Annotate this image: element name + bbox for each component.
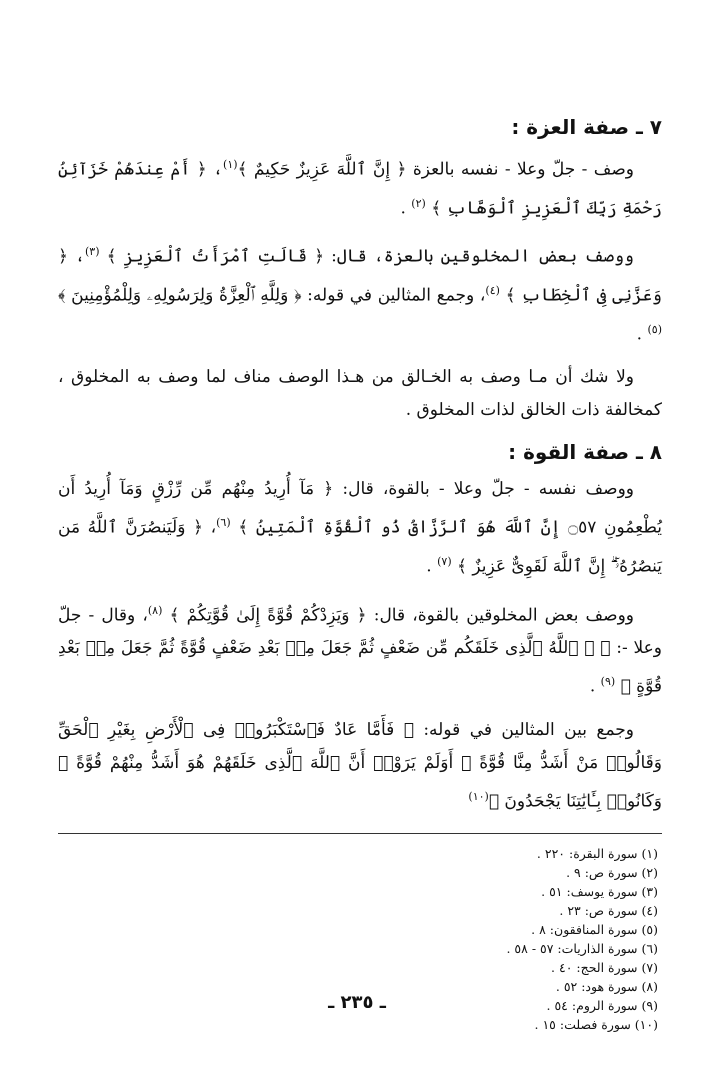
page-number: ـ ٢٣٥ ـ (328, 992, 386, 1013)
footnote-ref: (٦) (216, 516, 231, 530)
footnote-ref: (٩) (600, 675, 616, 689)
section-8-paragraph-1 (58, 473, 662, 583)
section-8-heading: ٨ ـ صفة القوة : (508, 440, 662, 465)
footnote-item: (٤) سورة ص: ٢٣ . (559, 902, 658, 918)
footnote-item: (٥) سورة المنافقون: ٨ . (531, 921, 658, 937)
text: . (589, 676, 596, 697)
text: ، وجمع المثالين في قوله: ﴿ وَلِلَّهِ ٱلْعِزَّةُ وَلِرَسُولِهِۦ وَلِلْمُؤْمِنِينَ ﴾ (58, 285, 486, 306)
text: ووصف بعض المخلوقين بالعزة، قال: ﴿ قَالَتِ ٱمْرَأَتُ ٱلْعَزِيزِ ﴾ (106, 246, 634, 267)
section-8-paragraph-2 (58, 594, 662, 704)
footnote-ref: (٥) (647, 322, 662, 336)
footnote-ref: (٣) (84, 245, 100, 259)
section-7-paragraph-1 (58, 148, 662, 225)
footnote-item: (٩) سورة الروم: ٥٤ . (546, 997, 658, 1013)
footnote-item: (٣) سورة يوسف: ٥١ . (541, 883, 658, 899)
page-body (58, 112, 662, 1034)
footnote-ref: (٤) (485, 283, 500, 297)
footnote-ref: (٢) (411, 196, 426, 210)
section-8-paragraph-3 (58, 714, 662, 819)
section-7-heading: ٧ ـ صفة العزة : (511, 115, 662, 139)
footnote-ref: (١٠) (468, 789, 489, 803)
text: ، ﴿ وَعَزَّنِى فِى ٱلْخِطَابِ ﴾ (58, 246, 662, 306)
text: ، ﴿ وَلَيَنصُرَنَّ ٱللَّهُ مَن يَنصُرُهُۥٓ ۗ إِنَّ ٱللَّهَ لَقَوِىٌّ عَزِيزٌ ﴾ (58, 517, 662, 577)
footnote-item: (٨) سورة هود: ٥٢ . (555, 978, 658, 994)
footnote-divider (58, 833, 662, 834)
text: . (636, 324, 643, 345)
text: . (400, 198, 406, 219)
text: وصف - جلّ وعلا - نفسه بالعزة ﴿ إِنَّ ٱللَّهَ عَزِيزٌ حَكِيمٌ ﴾ (237, 159, 634, 180)
text: ، ﴿ أَمْ عِندَهُمْ خَزَآئِنُ رَحْمَةِ رَبِّكَ ٱلْعَزِيزِ ٱلْوَهَّابِ ﴾ (58, 159, 662, 219)
text: ووصف بعض المخلوقين بالقوة، قال: ﴿ وَيَزِدْكُمْ قُوَّةً إِلَىٰ قُوَّتِكُمْ ﴾ (169, 605, 634, 626)
footnote-ref: (٧) (437, 554, 452, 568)
footnote-item: (١٠) سورة فصلت: ١٥ . (534, 1016, 658, 1032)
text: وجمع بين المثالين في قوله: ﴿ فَأَمَّا عَادٌ فَٱسْتَكْبَرُوا۟ فِى ٱلْأَرْضِ بِغَيْرِ ٱلْحَقِّ وَقَالُوا۟ مَنْ أَشَدُّ مِنَّا قُوَّةً ۖ أَوَلَمْ يَرَوْا۟ أَنَّ ٱللَّهَ ٱلَّذِى خَلَقَهُمْ هُوَ أَشَدُّ مِنْهُمْ قُوَّةً ۖ وَكَانُوا۟ بِـَٔايَٰتِنَا يَجْحَدُونَ ﴾ (58, 719, 662, 812)
section-7-paragraph-3: ولا شك أن مـا وصف به الخـالق من هـذا الوصف مناف لما وصف به المخلوق ، كمخالفة ذات الخالق لذات المخلوق . (58, 367, 662, 421)
text: . (426, 556, 432, 577)
footnote-item: (٦) سورة الذاريات: ٥٧ - ٥٨ . (506, 940, 658, 956)
footnote-item: (٧) سورة الحج: ٤٠ . (551, 959, 658, 975)
section-7-paragraph-2 (58, 235, 662, 351)
footnote-item: (٢) سورة ص: ٩ . (566, 864, 658, 880)
text: ووصف نفسه - جلّ وعلا - بالقوة، قال: ﴿ مَآ أُرِيدُ مِنْهُم مِّن رِّزْقٍ وَمَآ أُرِيدُ أَن يُطْعِمُونِ ۝٥٧ إِنَّ ٱللَّهَ هُوَ ٱلرَّزَّاقُ ذُو ٱلْقُوَّةِ ٱلْمَتِينُ ﴾ (58, 479, 662, 538)
footnote-ref: (١) (223, 158, 238, 171)
footnote-item: (١) سورة البقرة: ٢٢٠ . (536, 845, 658, 861)
footnote-ref: (٨) (147, 603, 163, 617)
text: ، وقال - جلّ وعلا -: ﴿ ۞ ٱللَّهُ ٱلَّذِى خَلَقَكُم مِّن ضَعْفٍ ثُمَّ جَعَلَ مِنۢ بَعْدِ ضَعْفٍ قُوَّةً ثُمَّ جَعَلَ مِنۢ بَعْدِ قُوَّةٍ ﴾ (58, 605, 662, 697)
